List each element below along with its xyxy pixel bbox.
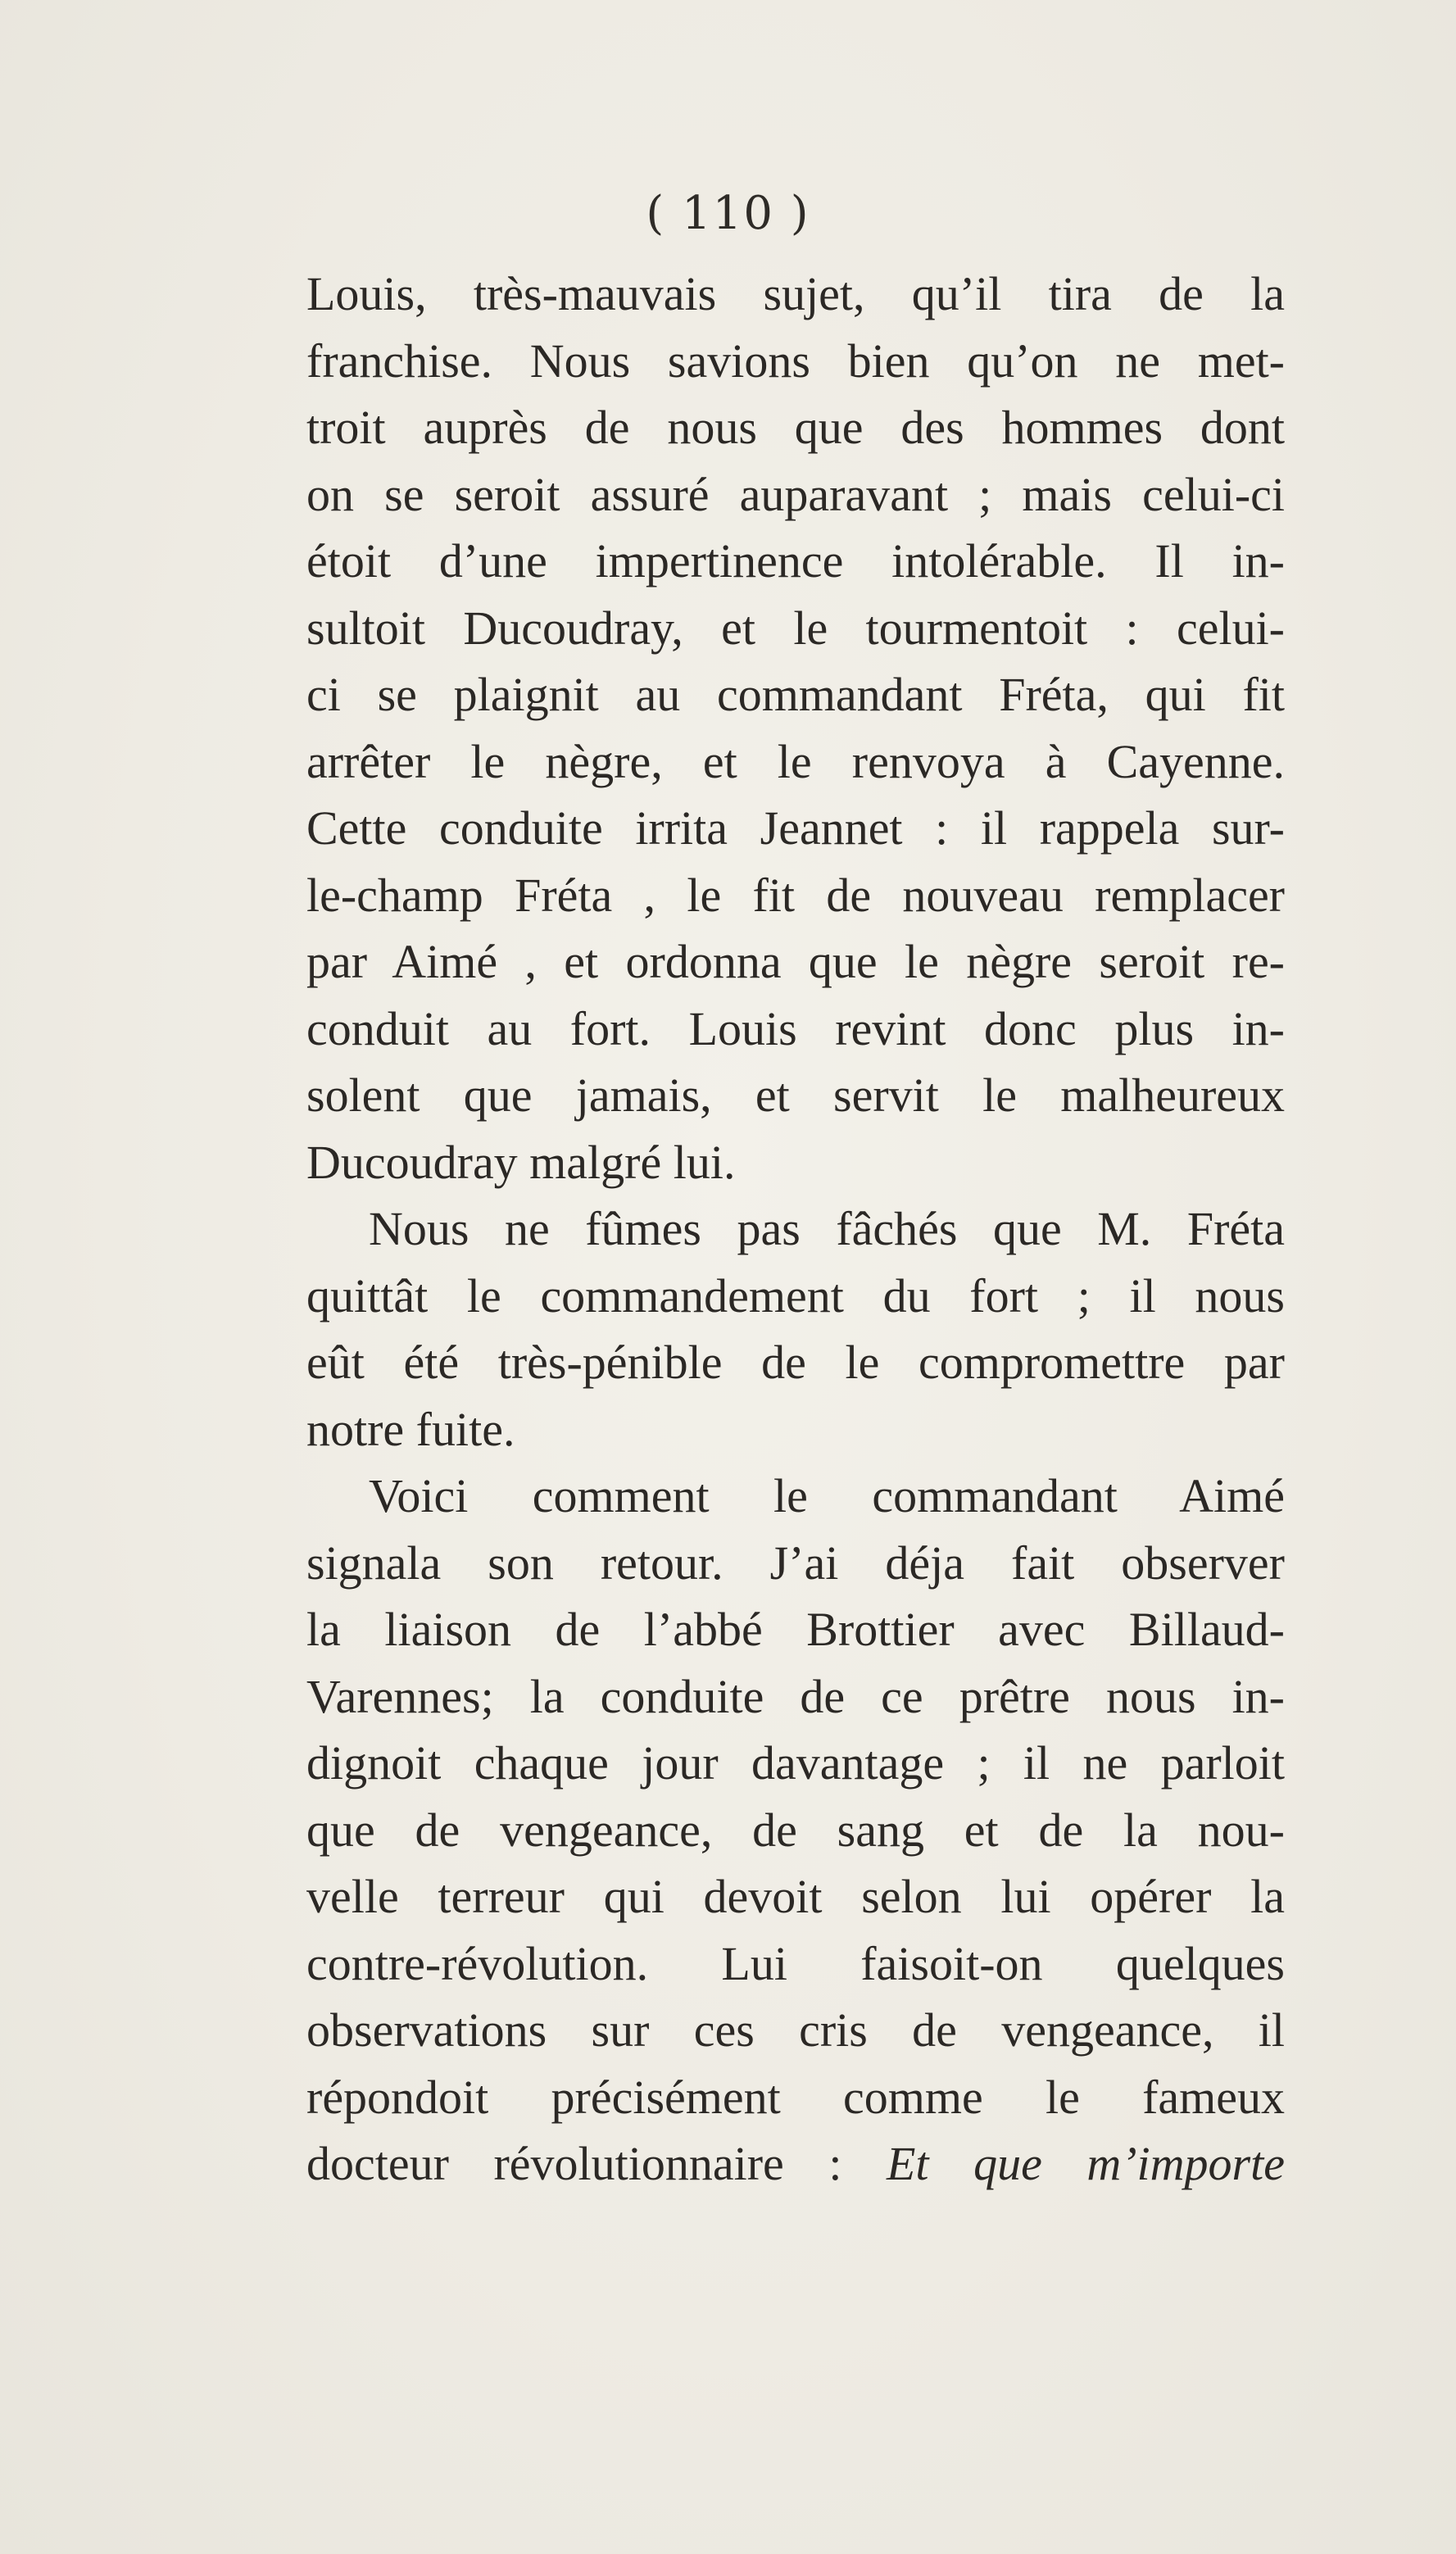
text-line: arrêter le nègre, et le renvoya à Cayenne.	[306, 734, 1285, 788]
text-line: Louis, très-mauvais sujet, qu’il tira de la	[306, 267, 1285, 320]
text-line: observations sur ces cris de vengeance, il	[306, 2003, 1285, 2057]
text-line: contre-révolution. Lui faisoit-on quelques	[306, 1936, 1285, 1990]
text-line: le-champ Fréta , le fit de nouveau remplacer	[306, 868, 1285, 922]
final-line-roman: docteur révolutionnaire :	[306, 2137, 887, 2190]
paragraph-first-line: Nous ne fûmes pas fâchés que M. Fréta	[369, 1202, 1285, 1255]
text-line: solent que jamais, et servit le malheureux	[306, 1068, 1285, 1122]
page-number: ( 110 )	[646, 187, 810, 240]
text-line: troit auprès de nous que des hommes dont	[306, 401, 1285, 454]
text-line: on se seroit assuré auparavant ; mais celui-ci	[306, 467, 1285, 521]
text-line: que de vengeance, de sang et de la nou-	[306, 1803, 1285, 1857]
paragraph-end-line: notre fuite.	[306, 1402, 515, 1456]
paragraph-end-line: Ducoudray malgré lui.	[306, 1135, 736, 1189]
text-line: eût été très-pénible de le compromettre par	[306, 1336, 1285, 1389]
text-line: par Aimé , et ordonna que le nègre seroit re-	[306, 935, 1285, 988]
text-line: la liaison de l’abbé Brottier avec Billaud-	[306, 1603, 1285, 1656]
text-line: velle terreur qui devoit selon lui opérer la	[306, 1870, 1285, 1923]
paragraph-first-line: Voici comment le commandant Aimé	[369, 1469, 1285, 1522]
text-line: franchise. Nous savions bien qu’on ne met-	[306, 333, 1285, 388]
text-line: signala son retour. J’ai déja fait observer	[306, 1536, 1285, 1590]
text-line: quittât le commandement du fort ; il nous	[306, 1268, 1285, 1322]
text-line: dignoit chaque jour davantage ; il ne parloit	[306, 1736, 1285, 1790]
final-text-line	[306, 2130, 1285, 2198]
text-line: sultoit Ducoudray, et le tourmentoit : celui-	[306, 601, 1285, 655]
text-line: Cette conduite irrita Jeannet : il rappela sur-	[306, 801, 1285, 855]
text-line: Varennes; la conduite de ce prêtre nous in-	[306, 1669, 1285, 1723]
text-line: ci se plaignit au commandant Fréta, qui fit	[306, 668, 1285, 721]
page-body-text	[306, 261, 1285, 2198]
text-line: étoit d’une impertinence intolérable. Il in-	[306, 534, 1285, 587]
final-line-italic: Et que m’importe	[886, 2137, 1285, 2190]
text-line: répondoit précisément comme le fameux	[306, 2070, 1285, 2124]
text-line: conduit au fort. Louis revint donc plus in-	[306, 1001, 1285, 1055]
